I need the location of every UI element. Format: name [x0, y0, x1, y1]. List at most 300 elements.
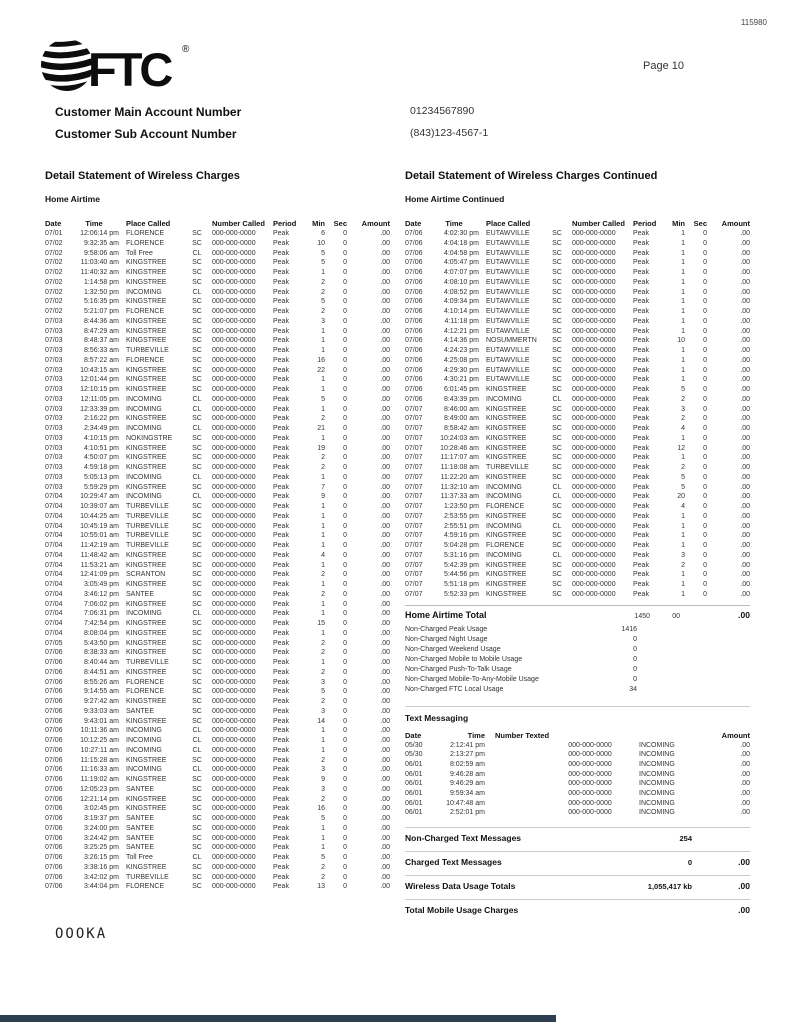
call-amount: .00	[740, 434, 750, 442]
call-date: 07/07	[405, 512, 423, 520]
total-min: 1450	[634, 612, 650, 620]
call-state: SC	[192, 824, 202, 832]
call-period: Peak	[273, 629, 289, 637]
call-date: 07/06	[45, 766, 63, 774]
call-period: Peak	[633, 405, 649, 413]
call-period: Peak	[273, 308, 289, 315]
call-place: EUTAWVILLE	[486, 317, 530, 325]
call-amount: .00	[380, 532, 390, 540]
call-row	[405, 581, 750, 591]
call-amount: .00	[380, 863, 390, 871]
call-number: 000-000-0000	[212, 785, 256, 793]
call-state: SC	[192, 317, 202, 325]
call-date: 07/03	[45, 473, 63, 481]
call-state: SC	[552, 454, 562, 462]
call-time: 10:39:07 am	[80, 503, 119, 510]
call-row	[45, 737, 390, 747]
call-date: 07/06	[405, 386, 423, 393]
call-number: 000-000-0000	[212, 337, 256, 345]
call-place: TURBEVILLE	[126, 347, 169, 354]
call-state: SC	[192, 571, 202, 579]
call-date: 07/04	[45, 561, 63, 569]
call-amount: .00	[380, 444, 390, 452]
call-time: 3:24:00 pm	[83, 824, 119, 832]
header-time: Time	[85, 219, 103, 228]
call-amount: .00	[740, 249, 750, 257]
call-date: 07/07	[405, 561, 423, 569]
call-sec: 0	[343, 444, 347, 452]
call-date: 07/06	[405, 395, 423, 403]
call-number: 000-000-0000	[212, 659, 256, 666]
call-amount: .00	[380, 483, 390, 491]
call-time: 3:25:25 pm	[83, 844, 119, 852]
call-min: 2	[321, 464, 325, 471]
call-number: 000-000-0000	[212, 649, 256, 657]
text-number: 000-000-0000	[568, 751, 612, 759]
call-min: 1	[321, 561, 325, 569]
call-period: Peak	[633, 581, 649, 588]
call-row	[45, 415, 390, 425]
call-sec: 0	[703, 571, 707, 579]
call-amount: .00	[740, 239, 750, 247]
call-place: INCOMING	[486, 395, 522, 403]
call-min: 1	[321, 737, 325, 744]
call-place: INCOMING	[126, 473, 162, 481]
non-charged-label: Non-Charged Weekend Usage	[405, 645, 501, 653]
call-state: SC	[552, 542, 562, 549]
call-sec: 0	[703, 581, 707, 588]
call-min: 6	[321, 230, 325, 237]
call-min: 15	[317, 620, 325, 627]
call-number: 000-000-0000	[212, 581, 256, 588]
call-amount: .00	[740, 551, 750, 559]
call-row	[405, 279, 750, 289]
text-date: 06/01	[405, 760, 423, 768]
call-time: 4:10:51 pm	[83, 444, 119, 452]
call-row	[45, 581, 390, 591]
call-number: 000-000-0000	[572, 259, 616, 267]
call-min: 1	[321, 512, 325, 520]
call-min: 1	[681, 542, 685, 549]
call-amount: .00	[380, 571, 390, 579]
call-place: KINGSTREE	[486, 415, 527, 423]
call-place: EUTAWVILLE	[486, 230, 530, 237]
call-state: SC	[192, 590, 202, 598]
call-number: 000-000-0000	[572, 415, 616, 423]
call-row	[405, 454, 750, 464]
call-sec: 0	[343, 522, 347, 530]
call-row	[45, 259, 390, 269]
call-date: 07/04	[45, 600, 63, 608]
call-sec: 0	[343, 532, 347, 540]
call-sec: 0	[343, 337, 347, 345]
call-row	[405, 269, 750, 279]
call-place: SANTEE	[126, 590, 155, 598]
call-time: 10:11:36 am	[80, 727, 119, 735]
non-charged-row	[405, 626, 750, 636]
call-state: CL	[192, 395, 202, 403]
call-amount: .00	[740, 532, 750, 540]
call-date: 07/03	[45, 337, 63, 345]
call-row	[45, 874, 390, 884]
call-number: 000-000-0000	[212, 473, 256, 481]
call-period: Peak	[273, 620, 289, 627]
left-calls-table	[45, 230, 390, 893]
call-date: 07/07	[405, 581, 423, 588]
call-period: Peak	[633, 298, 649, 306]
call-sec: 0	[343, 503, 347, 510]
call-number: 000-000-0000	[212, 230, 256, 237]
call-date: 07/06	[45, 795, 63, 803]
footer-ocr-code: OOOKA	[55, 926, 108, 942]
call-number: 000-000-0000	[212, 834, 256, 842]
call-time: 12:41:09 pm	[80, 571, 119, 579]
call-period: Peak	[273, 590, 289, 598]
call-number: 000-000-0000	[212, 629, 256, 637]
call-sec: 0	[343, 483, 347, 491]
summary-amount: .00	[738, 905, 750, 915]
call-row	[45, 464, 390, 474]
call-number: 000-000-0000	[572, 239, 616, 247]
non-charged-value: 34	[629, 685, 637, 693]
call-period: Peak	[633, 571, 649, 579]
text-direction: INCOMING	[639, 760, 675, 768]
call-min: 3	[321, 317, 325, 325]
call-time: 8:46:00 am	[443, 405, 479, 413]
text-direction: INCOMING	[639, 789, 675, 797]
call-place: SANTEE	[126, 707, 155, 715]
call-sec: 0	[703, 347, 707, 354]
call-place: KINGSTREE	[126, 337, 167, 345]
call-sec: 0	[343, 308, 347, 315]
call-sec: 0	[703, 551, 707, 559]
call-number: 000-000-0000	[212, 737, 256, 744]
call-time: 11:17:07 am	[440, 454, 479, 462]
text-messaging-title: Text Messaging	[405, 706, 750, 723]
call-amount: .00	[380, 668, 390, 676]
call-date: 07/03	[45, 415, 63, 423]
call-row	[45, 376, 390, 386]
call-state: SC	[192, 883, 202, 891]
call-min: 1	[321, 434, 325, 442]
call-place: KINGSTREE	[486, 473, 527, 481]
call-min: 1	[321, 629, 325, 637]
call-amount: .00	[740, 464, 750, 471]
call-state: SC	[192, 434, 202, 442]
call-period: Peak	[273, 239, 289, 247]
call-time: 8:57:22 am	[83, 356, 119, 364]
call-period: Peak	[273, 483, 289, 491]
call-sec: 0	[343, 668, 347, 676]
call-period: Peak	[633, 376, 649, 384]
call-place: KINGSTREE	[126, 863, 167, 871]
call-min: 2	[321, 571, 325, 579]
call-number: 000-000-0000	[572, 532, 616, 540]
call-min: 2	[681, 415, 685, 423]
text-time: 9:46:29 am	[449, 780, 485, 788]
call-period: Peak	[633, 366, 649, 374]
call-period: Peak	[273, 649, 289, 657]
call-date: 07/07	[405, 542, 423, 549]
header-place: Place Called	[126, 219, 171, 228]
call-amount: .00	[380, 493, 390, 501]
call-sec: 0	[343, 298, 347, 306]
call-row	[405, 464, 750, 474]
call-number: 000-000-0000	[212, 259, 256, 267]
call-min: 1	[321, 405, 325, 413]
call-sec: 0	[343, 854, 347, 861]
call-row	[45, 640, 390, 650]
call-sec: 0	[343, 376, 347, 384]
call-time: 12:05:23 pm	[80, 785, 119, 793]
call-amount: .00	[380, 473, 390, 481]
call-state: SC	[552, 581, 562, 588]
call-date: 07/04	[45, 571, 63, 579]
text-date: 06/01	[405, 780, 423, 788]
call-state: SC	[192, 649, 202, 657]
call-state: SC	[552, 532, 562, 540]
call-number: 000-000-0000	[572, 551, 616, 559]
main-account-label: Customer Main Account Number	[55, 105, 242, 119]
call-date: 07/03	[45, 366, 63, 374]
call-time: 1:23:50 pm	[443, 503, 479, 510]
call-number: 000-000-0000	[572, 298, 616, 306]
call-state: SC	[192, 503, 202, 510]
non-charged-value: 0	[633, 675, 637, 683]
call-row	[405, 523, 750, 533]
non-charged-value: 0	[633, 635, 637, 643]
call-sec: 0	[343, 259, 347, 267]
call-min: 1	[321, 347, 325, 354]
call-row	[45, 240, 390, 250]
call-time: 11:16:33 am	[80, 766, 119, 774]
call-period: Peak	[273, 746, 289, 754]
call-row	[45, 250, 390, 260]
call-sec: 0	[343, 863, 347, 871]
call-time: 11:32:10 am	[440, 483, 479, 491]
call-amount: .00	[740, 356, 750, 364]
call-amount: .00	[380, 688, 390, 696]
call-time: 10:43:15 am	[80, 366, 119, 374]
call-amount: .00	[740, 259, 750, 267]
call-period: Peak	[633, 444, 649, 452]
call-sec: 0	[343, 366, 347, 374]
call-number: 000-000-0000	[212, 678, 256, 686]
call-number: 000-000-0000	[572, 278, 616, 286]
call-place: SANTEE	[126, 844, 155, 852]
call-date: 07/03	[45, 434, 63, 442]
call-state: SC	[192, 688, 202, 696]
call-min: 4	[681, 425, 685, 432]
call-time: 12:01:44 pm	[80, 376, 119, 384]
call-number: 000-000-0000	[212, 590, 256, 598]
call-state: CL	[192, 610, 202, 618]
left-column	[45, 170, 390, 893]
call-min: 1	[681, 288, 685, 296]
non-charged-row	[405, 636, 750, 646]
call-row	[45, 708, 390, 718]
call-number: 000-000-0000	[572, 522, 616, 530]
call-state: SC	[192, 327, 202, 335]
call-row	[45, 630, 390, 640]
call-state: SC	[192, 834, 202, 842]
call-state: SC	[192, 561, 202, 569]
call-date: 07/06	[405, 366, 423, 374]
call-place: KINGSTREE	[126, 259, 167, 267]
call-date: 07/02	[45, 259, 63, 267]
call-period: Peak	[633, 590, 649, 598]
call-period: Peak	[273, 376, 289, 384]
call-sec: 0	[343, 425, 347, 432]
call-sec: 0	[343, 815, 347, 822]
call-period: Peak	[273, 522, 289, 530]
call-row	[45, 523, 390, 533]
call-number: 000-000-0000	[572, 434, 616, 442]
call-place: FLORENCE	[126, 688, 165, 696]
call-time: 9:14:55 am	[83, 688, 119, 696]
call-number: 000-000-0000	[572, 464, 616, 471]
call-number: 000-000-0000	[212, 824, 256, 832]
call-number: 000-000-0000	[212, 288, 256, 296]
call-sec: 0	[703, 483, 707, 491]
call-number: 000-000-0000	[212, 347, 256, 354]
call-date: 07/06	[45, 688, 63, 696]
call-number: 000-000-0000	[572, 395, 616, 403]
call-state: CL	[192, 766, 202, 774]
call-period: Peak	[633, 561, 649, 569]
call-period: Peak	[273, 298, 289, 306]
call-place: TURBEVILLE	[126, 522, 169, 530]
call-period: Peak	[273, 688, 289, 696]
call-time: 2:53:55 pm	[443, 512, 479, 520]
text-time: 2:12:41 pm	[449, 741, 485, 749]
non-charged-row	[405, 666, 750, 676]
non-charged-label: Non-Charged Peak Usage	[405, 625, 488, 633]
call-amount: .00	[380, 854, 390, 861]
call-number: 000-000-0000	[212, 610, 256, 618]
call-date: 07/02	[45, 288, 63, 296]
call-row	[45, 513, 390, 523]
call-period: Peak	[273, 668, 289, 676]
airtime-header-row	[405, 219, 750, 230]
call-row	[45, 386, 390, 396]
call-place: FLORENCE	[486, 542, 525, 549]
call-amount: .00	[380, 327, 390, 335]
right-section-subtitle: Home Airtime Continued	[405, 194, 505, 204]
call-row	[45, 562, 390, 572]
call-row	[45, 659, 390, 669]
call-date: 07/04	[45, 590, 63, 598]
call-place: EUTAWVILLE	[486, 308, 530, 315]
call-min: 3	[681, 551, 685, 559]
call-number: 000-000-0000	[212, 308, 256, 315]
call-sec: 0	[343, 454, 347, 462]
call-time: 4:05:47 pm	[443, 259, 479, 267]
call-row	[405, 386, 750, 396]
call-place: KINGSTREE	[126, 317, 167, 325]
call-date: 07/05	[45, 639, 63, 647]
call-state: SC	[192, 600, 202, 608]
call-number: 000-000-0000	[572, 347, 616, 354]
call-min: 2	[321, 415, 325, 423]
call-state: SC	[552, 415, 562, 423]
call-amount: .00	[380, 610, 390, 618]
call-time: 5:51:18 pm	[443, 581, 479, 588]
call-place: EUTAWVILLE	[486, 239, 530, 247]
call-date: 07/07	[405, 473, 423, 481]
call-time: 4:10:14 pm	[443, 308, 479, 315]
call-row	[45, 776, 390, 786]
call-sec: 0	[343, 327, 347, 335]
call-time: 4:14:36 pm	[443, 337, 479, 345]
call-time: 9:43:01 am	[83, 717, 119, 725]
call-sec: 0	[703, 532, 707, 540]
call-sec: 0	[343, 278, 347, 286]
call-date: 07/06	[405, 259, 423, 267]
text-direction: INCOMING	[639, 751, 675, 759]
call-period: Peak	[273, 493, 289, 501]
call-row	[45, 289, 390, 299]
call-time: 5:31:16 pm	[443, 551, 479, 559]
call-period: Peak	[633, 483, 649, 491]
call-sec: 0	[703, 434, 707, 442]
call-min: 1	[321, 542, 325, 549]
call-time: 5:59:29 pm	[83, 483, 119, 491]
call-number: 000-000-0000	[212, 717, 256, 725]
call-min: 5	[321, 249, 325, 257]
call-number: 000-000-0000	[212, 376, 256, 384]
call-sec: 0	[343, 756, 347, 764]
sub-account-row	[55, 127, 755, 141]
bottom-scan-bar	[0, 1015, 556, 1022]
call-place: FLORENCE	[126, 678, 165, 686]
call-period: Peak	[633, 425, 649, 432]
call-amount: .00	[740, 327, 750, 335]
call-date: 07/03	[45, 395, 63, 403]
call-row	[405, 503, 750, 513]
call-min: 1	[681, 512, 685, 520]
call-period: Peak	[633, 386, 649, 393]
text-direction: INCOMING	[639, 741, 675, 749]
call-time: 4:04:18 pm	[443, 239, 479, 247]
call-sec: 0	[343, 834, 347, 842]
call-date: 07/07	[405, 454, 423, 462]
call-number: 000-000-0000	[212, 815, 256, 822]
call-period: Peak	[633, 434, 649, 442]
call-state: SC	[192, 785, 202, 793]
call-time: 3:19:37 pm	[83, 815, 119, 822]
call-number: 000-000-0000	[212, 668, 256, 676]
call-sec: 0	[703, 269, 707, 276]
call-row	[45, 406, 390, 416]
call-sec: 0	[343, 600, 347, 608]
call-date: 07/06	[45, 785, 63, 793]
call-amount: .00	[740, 288, 750, 296]
call-time: 4:50:07 pm	[83, 454, 119, 462]
call-date: 07/06	[45, 883, 63, 891]
call-number: 000-000-0000	[212, 844, 256, 852]
text-date: 06/01	[405, 809, 423, 817]
call-period: Peak	[633, 415, 649, 423]
call-state: SC	[552, 317, 562, 325]
text-amount: .00	[740, 751, 750, 759]
call-row	[45, 503, 390, 513]
call-number: 000-000-0000	[212, 278, 256, 286]
call-date: 07/06	[45, 698, 63, 705]
call-row	[45, 864, 390, 874]
call-sec: 0	[343, 561, 347, 569]
call-period: Peak	[273, 795, 289, 803]
